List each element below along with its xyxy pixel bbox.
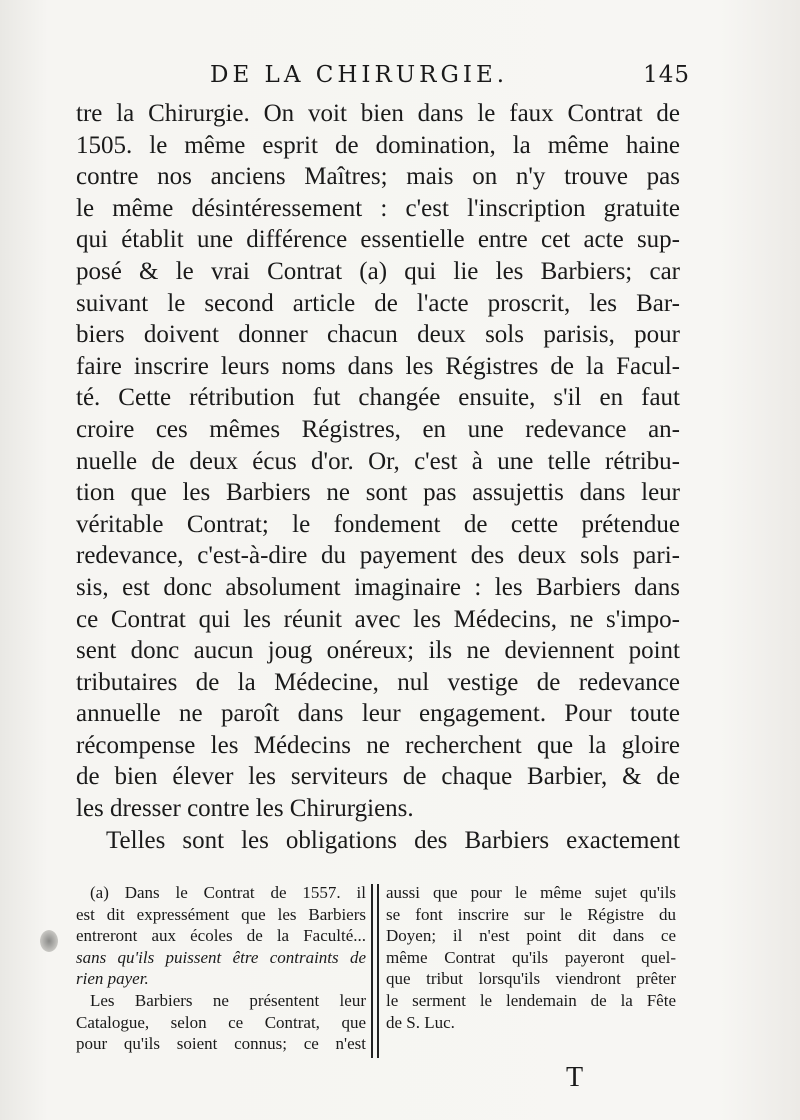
text-line: Telles sont les obligations des Barbiers exactement: [106, 826, 680, 854]
text-line: qui établit une différence essentielle entre cet acte sup-: [76, 226, 680, 254]
text-line: de bien élever les serviteurs de chaque Barbier, & de: [76, 763, 680, 791]
text-line: tion que les Barbiers ne sont pas assujettis dans leur: [76, 479, 680, 507]
text-line: les dresser contre les Chirurgiens.: [76, 795, 414, 823]
text-line: nuelle de deux écus d'or. Or, c'est à une telle rétribu-: [76, 447, 680, 475]
footnote-line: Doyen; il n'est point dit dans ce: [386, 926, 676, 946]
text-line: té. Cette rétribution fut changée ensuite, s'il en faut: [76, 384, 680, 412]
text-line: contre nos anciens Maîtres; mais on n'y trouve pas: [76, 163, 680, 191]
text-line: sent donc aucun joug onéreux; ils ne deviennent point: [76, 637, 680, 665]
text-line: annuelle ne paroît dans leur engagement. Pour toute: [76, 700, 680, 728]
footnote-line: est dit expressément que les Barbiers: [76, 904, 366, 924]
footnote-line: de S. Luc.: [386, 1012, 455, 1032]
footnote-column-left: [76, 882, 366, 1055]
main-text: [76, 98, 680, 856]
text-line: tributaires de la Médecine, nul vestige de redevance: [76, 668, 680, 696]
text-line: faire inscrire leurs noms dans les Régistres de la Facul-: [76, 352, 680, 380]
footnote-line: pour qu'ils soient connus; ce n'est: [76, 1034, 366, 1054]
page-header: [210, 62, 690, 96]
text-line: ce Contrat qui les réunit avec les Médecins, ne s'impo-: [76, 605, 680, 633]
footnotes: [76, 882, 680, 1062]
footnote-line: entreront aux écoles de la Faculté...: [76, 926, 366, 946]
footnote-column-divider: [371, 884, 379, 1058]
running-title: DE LA CHIRURGIE.: [210, 62, 509, 88]
footnote-line: Catalogue, selon ce Contrat, que: [76, 1012, 366, 1032]
footnote-line: sans qu'ils puissent être contraints de: [76, 947, 366, 967]
footnote-line: aussi que pour le même sujet qu'ils: [386, 883, 676, 902]
page-number: 145: [643, 62, 690, 88]
page-hole-mark: [40, 930, 58, 952]
footnote-line: se font inscrire sur le Régistre du: [386, 904, 676, 924]
text-line: tre la Chirurgie. On voit bien dans le faux Contrat de: [76, 100, 680, 127]
text-line: récompense les Médecins ne recherchent que la gloire: [76, 731, 680, 759]
text-line: redevance, c'est-à-dire du payement des deux sols pari-: [76, 542, 680, 570]
text-line: sis, est donc absolument imaginaire : les Barbiers dans: [76, 573, 680, 601]
text-line: posé & le vrai Contrat (a) qui lie les Barbiers; car: [76, 257, 680, 285]
text-line: croire ces mêmes Régistres, en une redevance an-: [76, 415, 680, 443]
text-line: 1505. le même esprit de domination, la même haine: [76, 131, 680, 159]
text-line: véritable Contrat; le fondement de cette prétendue: [76, 510, 680, 538]
catchword: T: [566, 1062, 584, 1093]
footnote-line: que tribut lorsqu'ils viendront prêter: [386, 969, 676, 989]
text-line: biers doivent donner chacun deux sols parisis, pour: [76, 321, 680, 349]
footnote-line: (a) Dans le Contrat de 1557. il: [90, 883, 366, 902]
text-line: suivant le second article de l'acte proscrit, les Bar-: [76, 289, 680, 317]
text-line: le même désintéressement : c'est l'inscription gratuite: [76, 194, 680, 222]
footnote-column-right: [386, 882, 676, 1033]
footnote-line: même Contrat qu'ils payeront quel-: [386, 947, 676, 967]
footnote-line: Les Barbiers ne présentent leur: [90, 990, 366, 1010]
footnote-line: rien payer.: [76, 969, 149, 989]
footnote-line: le serment le lendemain de la Fête: [386, 990, 676, 1010]
